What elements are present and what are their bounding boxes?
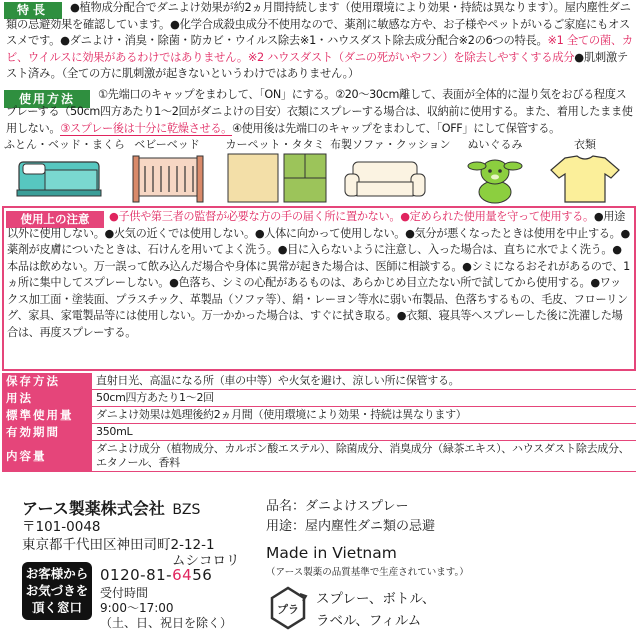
contact-label-line: 頂く窓口 [31,600,82,615]
spec-value: ダニよけ効果は処理後約2ヵ月間（使用環境により効果・持続は異なります） [92,407,636,424]
feature-note: ※1 全ての菌、カビ、ウイルスに効果があるわけではありません。※2 ハウスダスト（ダニの死がいやフン）を除去しやすくする成分 [6,34,633,64]
postal-code: 〒101-0048 [22,519,101,535]
sofa-icon [335,152,435,204]
phone-highlight: 64 [172,566,193,584]
hours-time: 9:00〜17:00 [100,601,174,615]
usage-dry-note: ③スプレー後は十分に乾燥させる。 [60,122,232,135]
spec-key: 有効期間 [2,424,92,441]
hours-note: （土、日、祝日を除く） [100,616,233,630]
company-name [22,496,200,519]
shirt-icon [535,152,635,204]
spec-value: 直射日光、高温になる所（車の中等）や火気を避け、涼しい所に保管する。 [92,373,636,390]
company-address: 東京都千代田区神田司町2-12-1 [22,537,215,553]
target-sofa [330,138,451,206]
target-label: カーペット・タタミ [225,138,325,151]
usage-label: 使用方法 [4,90,90,108]
plastic-recycle-icon [266,584,310,632]
spec-table [2,373,636,472]
phone-part: 56 [192,566,213,584]
spec-key: 保存方法 [2,373,92,390]
recycle-mark-text: プラ [277,603,299,616]
spec-row-storage [2,373,636,390]
usage-steps: ①先端口のキャップをまわして、「ON」にする。②20〜30cm離して、表面が全体的に湿り気をおびる程度スプレーする（50cm四方あたり1〜2回がダニよけの目安）衣類にスプレーする場合は、収納前に使用する。また、着用したまま使用しない。 [6,88,633,135]
company-code: BZS [172,502,201,518]
spec-value: 350mL [92,424,636,441]
product-use-value: 屋内塵性ダニ類の忌避 [305,519,436,534]
spec-row-period [2,424,636,441]
made-in-note: （アース製薬の品質基準で生産されています。） [266,567,469,578]
company-name-text: アース製薬株式会社 [22,499,165,518]
target-label: 衣類 [574,138,596,151]
target-bed [4,138,125,206]
contact-label-line: お客様から [25,566,89,581]
hours-label: 受付時間 [100,586,149,600]
spec-row-standard [2,407,636,424]
product-name [266,498,409,515]
target-crib [112,138,222,206]
spec-row-contents [2,441,636,472]
product-name-value: ダニよけスプレー [305,499,409,514]
usage-storage: ④使用後は先端口のキャップをまわして、「OFF」にして保管する。 [232,122,560,135]
caution-text [7,209,631,341]
feature-text-main: ●植物成分配合でダニよけ効果が約2ヵ月間持続します（使用環境により効果・持続は異なります）。屋内塵性ダニ類の忌避効果を確認しています。●化学合成殺虫成分不使用なので、薬剤に敏感な方や、お子様やペットがいるご家庭にもオススメです。●ダニよけ・消臭・除菌・防カビ・ウイルス除去※1・ハウスダスト除去成分配合※2の6つの特長。 [6,1,631,47]
feature-text-skin: ●肌刺激テスト済み。（全ての方に肌刺激が起きないというわけではありません。） [6,50,628,80]
target-carpet [220,138,330,206]
recycle-line: ラベル、フィルム [316,613,422,629]
contact-window-badge [22,562,92,620]
contact-label-line: お気づきを [25,583,89,598]
spec-value: 50cm四方あたり1〜2回 [92,390,636,407]
plush-toy-icon [455,152,535,204]
caution-warning: ●子供や第三者の監督が必要な方の手の届く所に置かない。●定められた使用量を守って使用する。 [109,210,594,223]
target-label: 布製ソファ・クッション [330,138,451,151]
target-label: ふとん・ベッド・まくら [4,138,125,151]
spec-row-dosage [2,390,636,407]
usage-text [6,86,636,137]
phone-number[interactable] [100,566,212,584]
target-icons-row [0,138,640,206]
company-info-section [0,496,640,640]
brand-name: ムシコロリ [172,553,240,569]
recycle-line: スプレー、ボトル、 [316,591,436,607]
crib-icon [117,152,217,204]
caution-section [2,206,636,371]
phone-part: 0120-81- [100,566,173,584]
caution-label: 使用上の注意 [6,211,104,228]
feature-section [0,0,640,84]
business-hours [100,586,232,631]
recycle-materials [316,588,435,632]
target-label: ベビーベッド [134,138,200,151]
spec-key: 内容量 [2,441,92,472]
made-in: Made in Vietnam [266,544,397,562]
product-name-label: 品名： [266,499,306,514]
feature-text [6,0,636,83]
product-use-label: 用途： [266,519,306,534]
target-label: ぬいぐるみ [467,138,523,151]
spec-key: 用法 [2,390,92,407]
bed-icon [9,152,109,204]
feature-label: 特長 [4,2,62,19]
spec-value: ダニよけ成分（植物成分、カルボン酸エステル）、除菌成分、消臭成分（緑茶エキス）、ハウスダスト除去成分、エタノール、香料 [92,441,636,472]
caution-details: ●用途以外に使用しない。●火気の近くでは使用しない。●人体に向かって使用しない。●気分が悪くなったときは使用を中止する。●薬剤が皮膚についたときは、石けんを用いてよく洗う。●目に入らないように注意し、入った場合は、直ちに水でよく洗う。●本品は飲めない。万一誤って飲み込んだ場合や身体に異常が起きた場合は、医師に相談する。●シミになるおそれがあるので、1ヵ所に集中してスプレーしない。●色落ち、シミの心配があるものは、あらかじめ目立たない所で試してから使用する。●ワックス加工面・塗装面、プラスチック、革製品（ソファ等）、絹・レーヨン等水に弱い布製品、色落ちするもの、毛皮、フローリング、家具、家電製品等には使用しない。万一かかった場合は、すぐに拭き取る。●衣類、寝具等へスプレーした後に洗濯した場合は、再度スプレーする。 [7,210,630,339]
product-use [266,518,435,535]
spec-key: 標準使用量 [2,407,92,424]
target-clothing [530,138,640,206]
carpet-icon [220,152,330,204]
